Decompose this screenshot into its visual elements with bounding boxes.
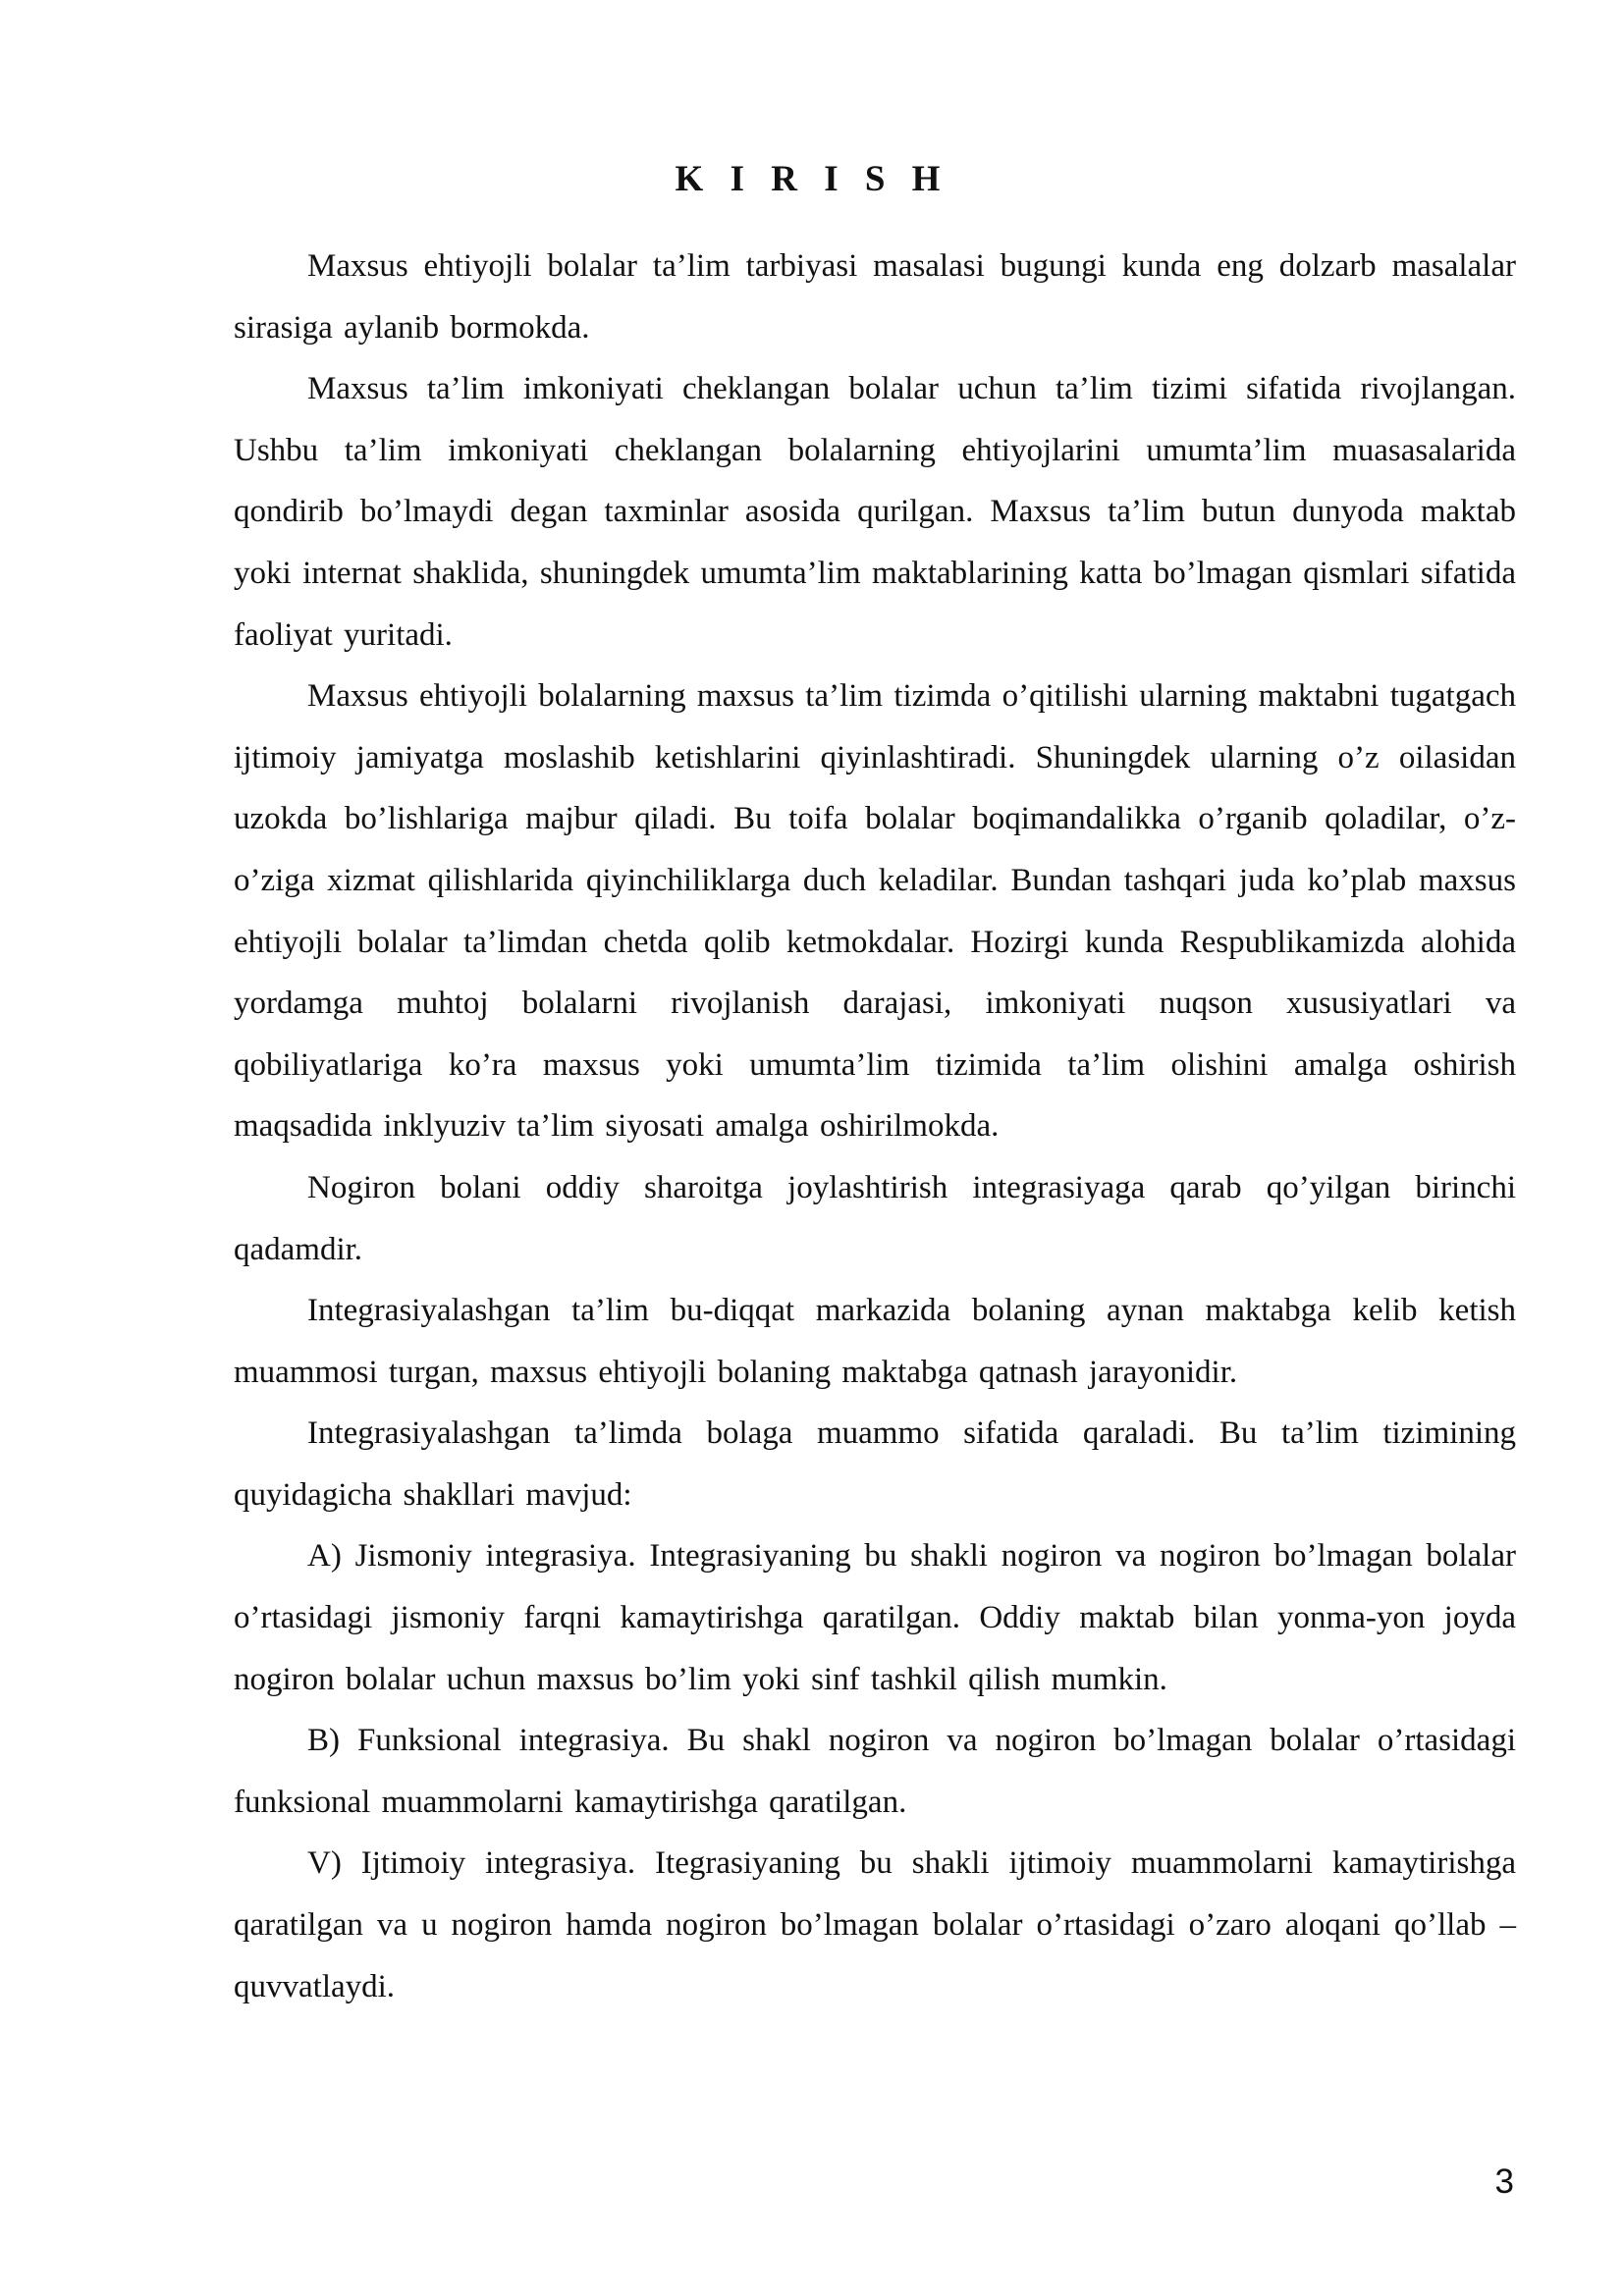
page-number: 3 [1494, 2163, 1514, 2201]
paragraph-list-item-a: A) Jismoniy integrasiya. Integrasiyaning bu shakli nogiron va nogiron bo’lmagan bolalar o’rtasidagi jismoniy farqni kamaytirishga qaratilgan. Oddiy maktab bilan yonma-yon joyda nogiron bolalar uchun maxsus bo’lim yoki sinf tashkil qilish mumkin. [234, 1538, 1516, 1697]
paragraph: Integrasiyalashgan ta’limda bolaga muammo sifatida qaraladi. Bu ta’lim tizimining quyidagicha shakllari mavjud: [234, 1415, 1516, 1513]
paragraph: Maxsus ta’lim imkoniyati cheklangan bolalar uchun ta’lim tizimi sifatida rivojlangan. Ushbu ta’lim imkoniyati cheklangan bolalarning ehtiyojlarini umumta’lim muasasalarida qondirib bo’lmaydi degan taxminlar asosida qurilgan. Maxsus ta’lim butun dunyoda maktab yoki internat shaklida, shuningdek umumta’lim maktablarining katta bo’lmagan qismlari sifatida faoliyat yuritadi. [234, 371, 1516, 653]
paragraph-list-item-b: B) Funksional integrasiya. Bu shakl nogiron va nogiron bo’lmagan bolalar o’rtasidagi funksional muammolarni kamaytirishga qaratilgan. [234, 1723, 1516, 1820]
body-text [234, 236, 1516, 2017]
paragraph: Maxsus ehtiyojli bolalar ta’lim tarbiyasi masalasi bugungi kunda eng dolzarb masalalar sirasiga aylanib bormokda. [234, 248, 1516, 346]
paragraph: Integrasiyalashgan ta’lim bu-diqqat markazida bolaning aynan maktabga kelib ketish muammosi turgan, maxsus ehtiyojli bolaning maktabga qatnash jarayonidir. [234, 1293, 1516, 1390]
paragraph-list-item-v: V) Ijtimoiy integrasiya. Itegrasiyaning bu shakli ijtimoiy muammolarni kamaytirishga qaratilgan va u nogiron hamda nogiron bo’lmagan bolalar o’rtasidagi o’zaro aloqani qo’llab – quvvatlaydi. [234, 1845, 1516, 2004]
paragraph: Maxsus ehtiyojli bolalarning maxsus ta’lim tizimda o’qitilishi ularning maktabni tugatgach ijtimoiy jamiyatga moslashib ketishlarini qiyinlashtiradi. Shuningdek ularning o’z oilasidan uzokda bo’lishlariga majbur qiladi. Bu toifa bolalar boqimandalikka o’rganib qoladilar, o’z-o’ziga xizmat qilishlarida qiyinchiliklarga duch keladilar. Bundan tashqari juda ko’plab maxsus ehtiyojli bolalar ta’limdan chetda qolib ketmokdalar. Hozirgi kunda Respublikamizda alohida yordamga muhtoj bolalarni rivojlanish darajasi, imkoniyati nuqson xususiyatlari va qobiliyatlariga ko’ra maxsus yoki umumta’lim tizimida ta’lim olishini amalga oshirish maqsadida inklyuziv ta’lim siyosati amalga oshirilmokda. [234, 678, 1516, 1145]
paragraph: Nogiron bolani oddiy sharoitga joylashtirish integrasiyaga qarab qo’yilgan birinchi qadamdir. [234, 1169, 1516, 1267]
page-title: K I R I S H [675, 159, 949, 199]
